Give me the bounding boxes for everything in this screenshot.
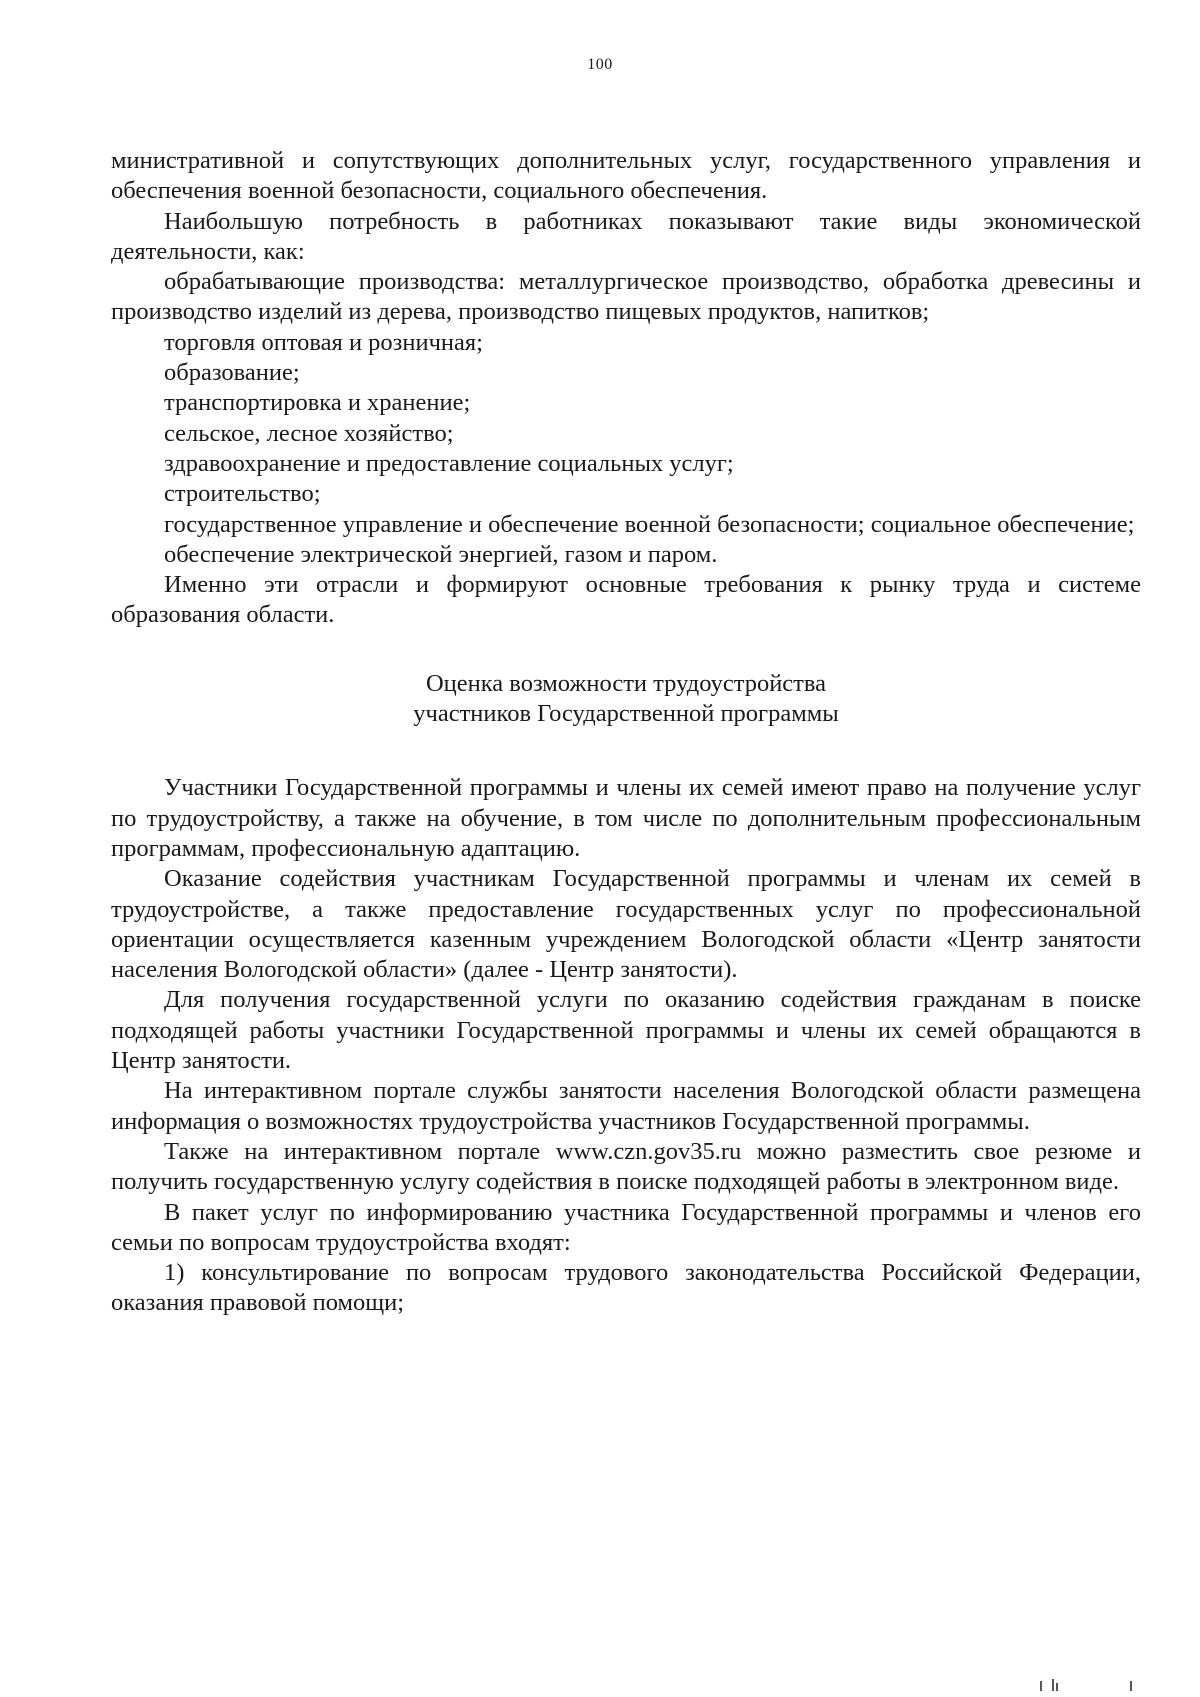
section-heading-line-1: Оценка возможности трудоустройства bbox=[425, 669, 827, 697]
paragraph: 1) консультирование по вопросам трудового законодательства Российской Федерации, оказания правовой помощи; bbox=[111, 1259, 1141, 1317]
paragraph: В пакет услуг по информированию участника Государственной программы и членов его семьи по вопросам трудоустройства входят: bbox=[111, 1198, 1141, 1256]
scan-edge-marks bbox=[1000, 1667, 1200, 1697]
paragraph: образование; bbox=[164, 359, 300, 387]
paragraph: Для получения государственной услуги по оказанию содействия гражданам в поиске подходящей работы участники Государственной программы и члены их семей обращаются в Центр занятости. bbox=[111, 986, 1141, 1075]
section-heading bbox=[111, 669, 1141, 730]
paragraph: Участники Государственной программы и члены их семей имеют право на получение услуг по трудоустройству, а также на обучение, в том числе по дополнительным профессиональным программам, профессиональную адаптацию. bbox=[111, 774, 1141, 862]
paragraph: сельское, лесное хозяйство; bbox=[164, 419, 454, 447]
paragraph: Наибольшую потребность в работниках показывают такие виды экономической деятельности, как: bbox=[111, 207, 1141, 265]
paragraph: обеспечение электрической энергией, газом и паром. bbox=[164, 540, 718, 568]
document-body bbox=[111, 146, 1141, 1319]
paragraph: На интерактивном портале службы занятости населения Вологодской области размещена информация о возможностях трудоустройства участников Государственной программы. bbox=[111, 1077, 1141, 1135]
page-number: 100 bbox=[587, 56, 613, 73]
paragraph: Именно эти отрасли и формируют основные требования к рынку труда и системе образования области. bbox=[111, 571, 1141, 629]
paragraph: министративной и сопутствующих дополнительных услуг, государственного управления и обеспечения военной безопасности, социального обеспечения. bbox=[111, 147, 1141, 205]
paragraph: строительство; bbox=[164, 480, 321, 508]
paragraph: здравоохранение и предоставление социальных услуг; bbox=[164, 449, 734, 477]
paragraph: обрабатывающие производства: металлургическое производство, обработка древесины и производство изделий из дерева, производство пищевых продуктов, напитков; bbox=[111, 268, 1141, 326]
paragraph: государственное управление и обеспечение военной безопасности; социальное обеспечение; bbox=[164, 510, 1135, 538]
paragraph: Оказание содействия участникам Государственной программы и членам их семей в трудоустройстве, а также предоставление государственных услуг по профессиональной ориентации осуществляется казенным учреждением Вологодской области «Центр занятости населения Вологодской области» (далее - Центр занятости). bbox=[111, 865, 1141, 984]
paragraph: Также на интерактивном портале www.czn.gov35.ru можно разместить свое резюме и получить государственную услугу содействия в поиске подходящей работы в электронном виде. bbox=[111, 1137, 1141, 1196]
section-heading-line-2: участников Государственной программы bbox=[413, 700, 839, 728]
body-section-bottom bbox=[111, 773, 1141, 1318]
body-section-top bbox=[111, 146, 1141, 631]
paragraph: транспортировка и хранение; bbox=[164, 389, 471, 417]
paragraph: торговля оптовая и розничная; bbox=[164, 328, 483, 356]
